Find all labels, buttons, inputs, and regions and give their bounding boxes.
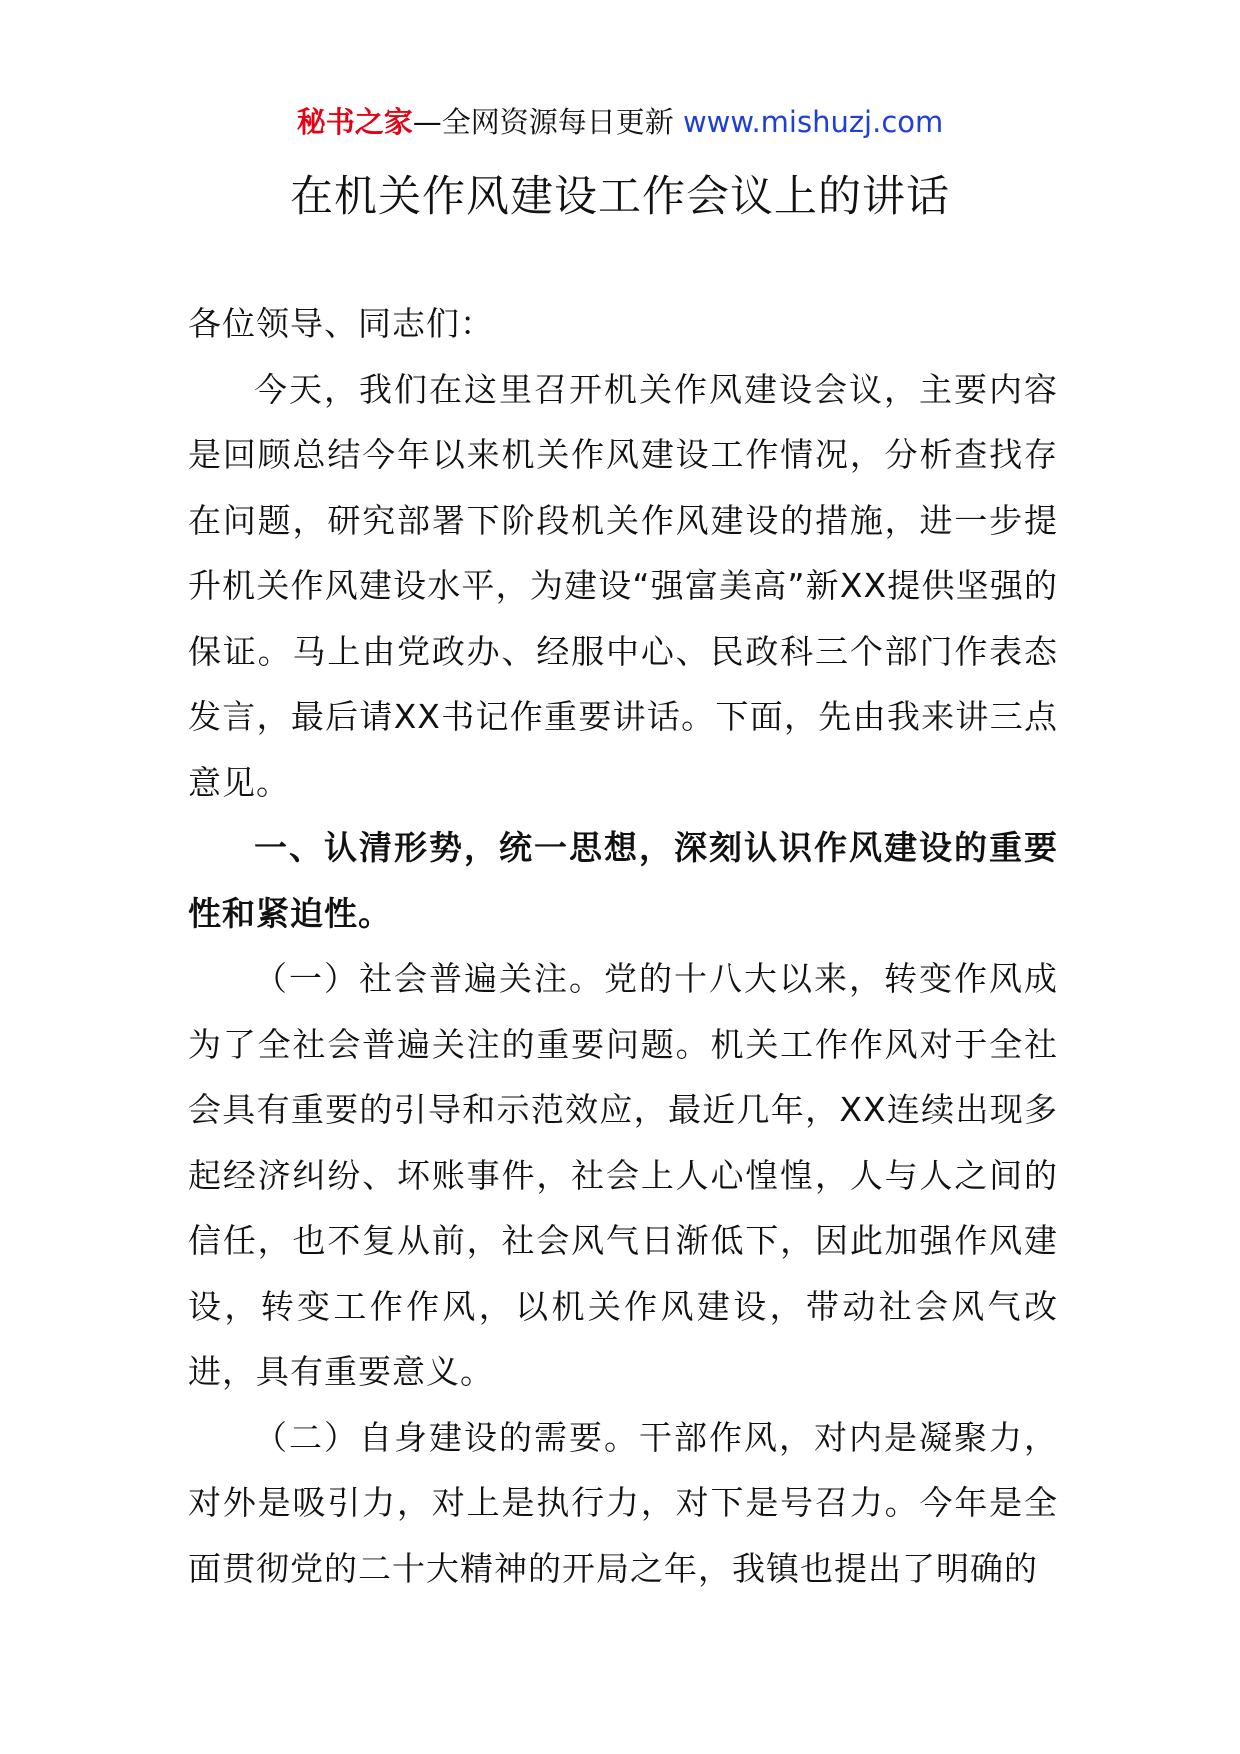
document-body <box>188 291 1058 1601</box>
site-url[interactable]: www.mishuzj.com <box>682 105 944 139</box>
paragraph-intro: 今天，我们在这里召开机关作风建设会议，主要内容是回顾总结今年以来机关作风建设工作情况，分析查找存在问题，研究部署下阶段机关作风建设的措施，进一步提升机关作风建设水平，为建设“强富美高”新XX提供坚强的保证。马上由党政办、经服中心、民政科三个部门作表态发言，最后请XX书记作重要讲话。下面，先由我来讲三点意见。 <box>188 369 1058 802</box>
site-tagline: —全网资源每日更新 <box>412 105 683 139</box>
site-header <box>0 100 1240 144</box>
site-brand: 秘书之家 <box>296 105 413 139</box>
section-heading-1: 一、认清形势，统一思想，深刻认识作风建设的重要性和紧迫性。 <box>188 828 1058 933</box>
salutation: 各位领导、同志们： <box>188 304 494 343</box>
document-title: 在机关作风建设工作会议上的讲话 <box>290 172 950 222</box>
paragraph-subsection-1: （一）社会普遍关注。党的十八大以来，转变作风成为了全社会普遍关注的重要问题。机关工作作风对于全社会具有重要的引导和示范效应，最近几年，XX连续出现多起经济纠纷、坏账事件，社会上人心惶惶，人与人之间的信任，也不复从前，社会风气日渐低下，因此加强作风建设，转变工作作风，以机关作风建设，带动社会风气改进，具有重要意义。 <box>188 959 1058 1391</box>
paragraph-subsection-2: （二）自身建设的需要。干部作风，对内是凝聚力，对外是吸引力，对上是执行力，对下是号召力。今年是全面贯彻党的二十大精神的开局之年，我镇也提出了明确的 <box>188 1417 1058 1588</box>
